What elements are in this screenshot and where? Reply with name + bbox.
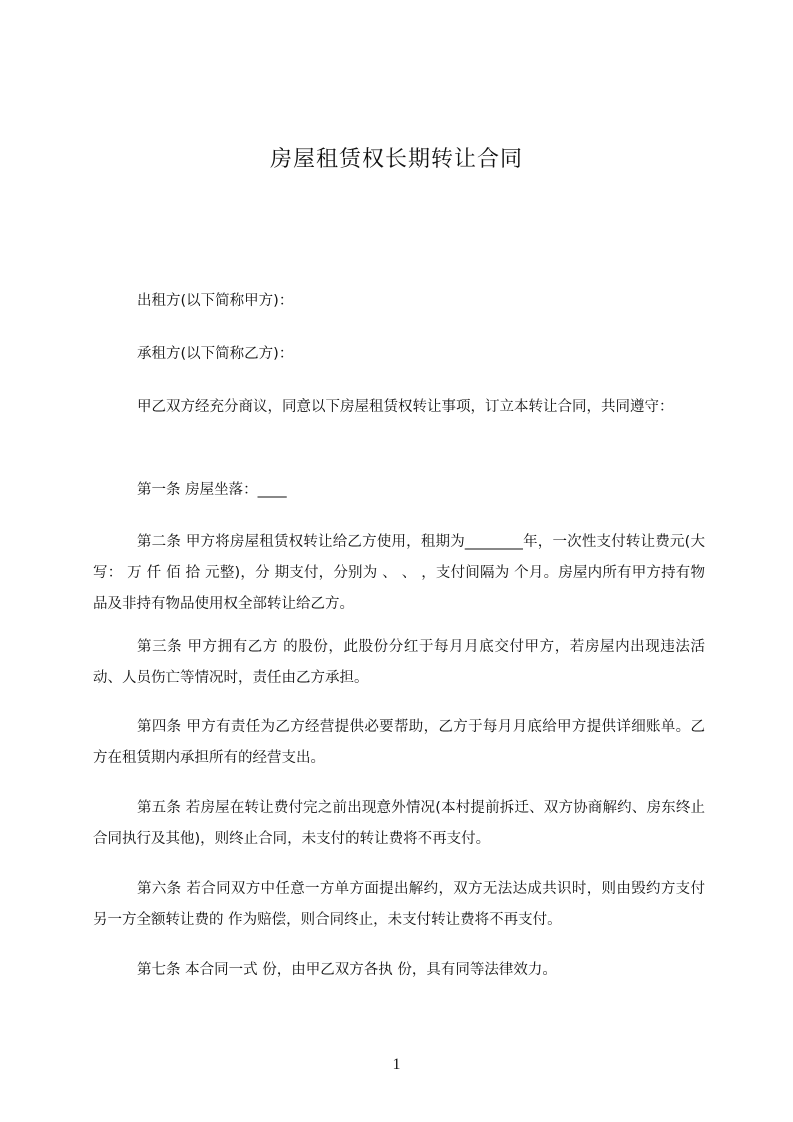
article-6: 第六条 若合同双方中任意一方单方面提出解约，双方无法达成共识时，则由毁约方支付另一方全额转让费的 作为赔偿，则合同终止，未支付转让费将不再支付。 bbox=[93, 881, 705, 928]
paragraph-preamble: 甲乙双方经充分商议，同意以下房屋租赁权转让事项，订立本转让合同，共同遵守： bbox=[137, 399, 674, 415]
paragraph-lessee: 承租方(以下简称乙方)： bbox=[137, 346, 294, 362]
article-7: 第七条 本合同一式 份，由甲乙双方各执 份，具有同等法律效力。 bbox=[137, 962, 557, 978]
document-title: 房屋租赁权长期转让合同 bbox=[269, 147, 523, 172]
article-1: 第一条 房屋坐落：____ bbox=[137, 482, 287, 498]
article-4: 第四条 甲方有责任为乙方经营提供必要帮助，乙方于每月月底给甲方提供详细账单。乙方在租赁期内承担所有的经营支出。 bbox=[93, 719, 705, 766]
paragraph-lessor: 出租方(以下简称甲方)： bbox=[137, 293, 294, 309]
page-number: 1 bbox=[392, 1056, 401, 1073]
article-3: 第三条 甲方拥有乙方 的股份，此股份分红于每月月底交付甲方，若房屋内出现违法活动、人员伤亡等情况时，责任由乙方承担。 bbox=[93, 639, 705, 686]
article-2: 第二条 甲方将房屋租赁权转让给乙方使用，租期为________年，一次性支付转让费元(大写： 万 仟 佰 拾 元整)，分 期支付，分别为 、 、 ，支付间隔为 个月。房屋内所有甲方持有物品及非持有物品使用权全部转让给乙方。 bbox=[93, 534, 705, 612]
article-5: 第五条 若房屋在转让费付完之前出现意外情况(本村提前拆迁、双方协商解约、房东终止合同执行及其他)，则终止合同，未支付的转让费将不再支付。 bbox=[93, 800, 705, 847]
